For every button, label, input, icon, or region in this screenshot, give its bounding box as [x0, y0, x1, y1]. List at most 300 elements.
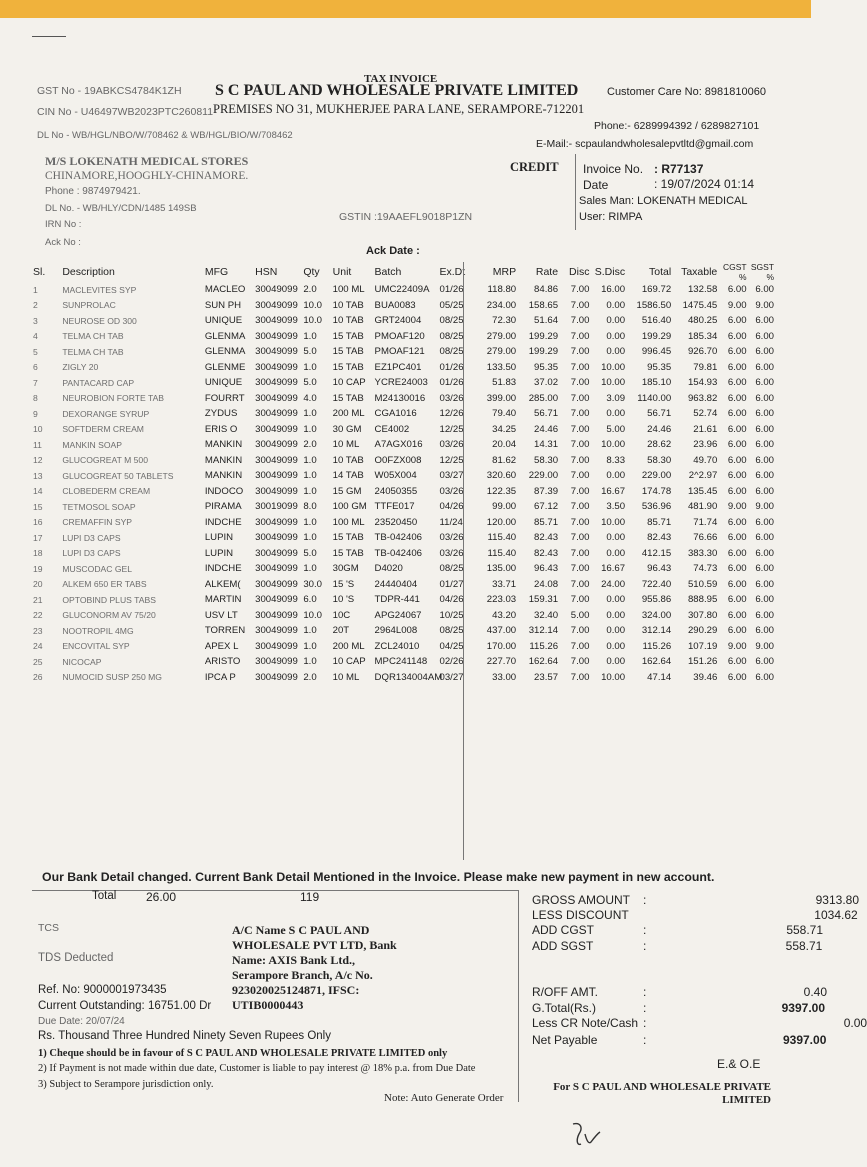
table-cell: 6.00 — [755, 377, 774, 389]
buyer-name: M/S LOKENATH MEDICAL STORES — [45, 154, 249, 168]
table-cell: 30049099 — [255, 377, 298, 389]
table-cell: 5.0 — [303, 547, 317, 559]
table-cell: 10.0 — [303, 315, 322, 327]
table-cell: 6.00 — [755, 392, 774, 404]
table-cell: 34.25 — [492, 423, 517, 435]
table-cell: 6.0 — [303, 594, 317, 606]
table-cell: 12 — [33, 455, 43, 466]
table-row — [32, 639, 776, 655]
table-cell: 24440404 — [374, 578, 418, 590]
table-cell: 185.10 — [641, 377, 672, 389]
eoe: E.& O.E — [717, 1057, 761, 1071]
table-cell: 6.00 — [755, 656, 774, 668]
table-cell: 20T — [332, 625, 350, 637]
table-cell: 85.71 — [534, 516, 559, 528]
table-cell: 10/25 — [439, 609, 464, 621]
total-row-value: 9397.00 — [781, 1001, 826, 1015]
table-cell: 2^2.97 — [688, 470, 718, 482]
table-header-row — [32, 262, 776, 282]
table-cell: MUSCODAC GEL — [62, 563, 133, 574]
table-cell: 30019099 — [255, 501, 298, 513]
table-cell: 234.00 — [486, 299, 517, 311]
term-1: 1) Cheque should be in favour of S C PAUL AND WHOLESALE PRIVATE LIMITED only — [38, 1048, 448, 1059]
table-cell: 23 — [33, 625, 43, 636]
table-cell: 37.02 — [534, 377, 559, 389]
table-cell: 74.73 — [693, 563, 718, 575]
table-cell: TB-042406 — [374, 547, 423, 559]
table-cell: 30049099 — [255, 346, 298, 358]
table-cell: LUPI D3 CAPS — [62, 532, 121, 543]
table-cell: 1.0 — [303, 625, 317, 637]
table-row — [32, 623, 776, 639]
table-cell: 481.90 — [687, 501, 718, 513]
table-row — [32, 515, 776, 531]
table-cell: 151.26 — [687, 656, 718, 668]
table-cell: FOURRT — [204, 392, 245, 404]
invoice-label: Invoice No. — [583, 162, 644, 176]
table-cell: 100 ML — [332, 284, 365, 296]
table-cell: 26 — [33, 672, 43, 683]
table-cell: 169.72 — [641, 284, 672, 296]
table-cell: 1 — [33, 284, 38, 295]
table-cell: 13 — [33, 470, 43, 481]
table-cell: 30GM — [332, 563, 359, 575]
table-cell: 1586.50 — [636, 299, 672, 311]
col-header: SGST % — [750, 262, 774, 282]
table-cell: 1.0 — [303, 361, 317, 373]
table-cell: 7.00 — [570, 377, 590, 389]
table-cell: 15 GM — [332, 485, 362, 497]
table-cell: NEUROBION FORTE TAB — [62, 393, 165, 404]
table-cell: 30049099 — [255, 439, 298, 451]
total-row-value: 558.71 — [786, 923, 824, 937]
table-row — [32, 313, 776, 329]
total-row-label: ADD SGST — [532, 939, 594, 953]
table-cell: 7.00 — [570, 408, 590, 420]
table-row — [32, 654, 776, 670]
total-label: Total — [92, 890, 117, 902]
table-cell: 03/27 — [439, 470, 464, 482]
table-cell: 6.00 — [727, 671, 747, 683]
table-cell: 01/26 — [439, 361, 464, 373]
table-cell: MACLEO — [204, 284, 246, 296]
table-cell: 0.00 — [606, 346, 626, 358]
table-cell: GLUCONORM AV 75/20 — [62, 610, 156, 621]
table-cell: 7.00 — [570, 594, 590, 606]
total-row-value: 1034.62 — [814, 908, 858, 922]
table-cell: 15 TAB — [332, 361, 364, 373]
table-cell: 30049099 — [255, 315, 298, 327]
table-cell: GLUCOGREAT 50 TABLETS — [62, 470, 174, 481]
total-row-value: 9397.00 — [782, 1033, 827, 1047]
table-cell: 10C — [332, 609, 351, 621]
table-cell: 11 — [33, 439, 42, 450]
term-2: 2) If Payment is not made within due date, Customer is liable to pay interest @ 18% p.a. from Due Date — [38, 1063, 476, 1074]
buyer-address: CHINAMORE,HOOGHLY-CHINAMORE. — [45, 170, 249, 182]
table-cell: 154.93 — [687, 377, 718, 389]
table-cell: 1.0 — [303, 656, 317, 668]
table-cell: 1140.00 — [637, 392, 672, 404]
table-cell: 21.61 — [693, 423, 718, 435]
table-cell: 2 — [33, 300, 38, 311]
table-cell: 107.19 — [687, 640, 718, 652]
table-cell: 30049099 — [255, 640, 298, 652]
table-cell: 3 — [33, 315, 38, 326]
table-cell: USV LT — [204, 609, 238, 621]
table-cell: 6 — [33, 362, 38, 373]
table-cell: 10.00 — [601, 671, 626, 683]
table-cell: 6.00 — [755, 361, 774, 373]
table-cell: 229.00 — [528, 470, 559, 482]
table-cell: 7.00 — [570, 625, 590, 637]
invoice-number: : R77137 — [654, 162, 704, 176]
table-cell: 03/26 — [439, 392, 464, 404]
table-cell: 30049099 — [255, 609, 298, 621]
table-cell: 0.00 — [606, 609, 626, 621]
table-row — [32, 282, 776, 298]
table-cell: 14 TAB — [332, 470, 364, 482]
total-row-label: G.Total(Rs.) — [532, 1001, 597, 1015]
table-cell: M24130016 — [374, 392, 426, 404]
table-cell: 6.00 — [755, 423, 774, 435]
table-cell: 30049099 — [255, 594, 298, 606]
table-cell: 7.00 — [570, 439, 590, 451]
table-cell: 7.00 — [570, 563, 590, 575]
table-cell: 132.58 — [687, 284, 718, 296]
table-cell: 20.04 — [492, 439, 517, 451]
table-cell: 30049099 — [255, 423, 298, 435]
table-row — [32, 499, 776, 515]
table-cell: 10 CAP — [332, 377, 366, 389]
table-cell: 170.00 — [486, 640, 517, 652]
table-cell: 10 TAB — [332, 299, 364, 311]
table-cell: 11/24 — [439, 516, 463, 528]
table-cell: 25 — [33, 656, 43, 667]
table-cell: 1.0 — [303, 516, 317, 528]
irn-number: IRN No : — [45, 219, 82, 230]
table-cell: PMOAF121 — [374, 346, 425, 358]
table-cell: 58.30 — [534, 454, 559, 466]
col-header: Disc — [569, 266, 590, 278]
table-cell: 0.00 — [606, 532, 626, 544]
table-cell: TETMOSOL SOAP — [62, 501, 136, 512]
table-cell: 6.00 — [727, 377, 747, 389]
ack-date: Ack Date : — [366, 245, 420, 257]
table-row — [32, 530, 776, 546]
table-row — [32, 422, 776, 438]
col-header: Description — [62, 266, 115, 278]
table-cell: 6.00 — [755, 330, 774, 342]
table-cell: 30049099 — [255, 625, 298, 637]
table-cell: 963.82 — [687, 392, 718, 404]
table-cell: MANKIN SOAP — [62, 439, 123, 450]
col-header: MFG — [204, 266, 229, 278]
table-cell: 30049099 — [255, 578, 298, 590]
table-row — [32, 329, 776, 345]
table-row — [32, 298, 776, 314]
table-cell: IPCA P — [204, 671, 236, 683]
table-cell: 6.00 — [727, 315, 747, 327]
table-cell: NEUROSE OD 300 — [62, 315, 137, 326]
table-cell: 84.86 — [534, 284, 559, 296]
table-cell: 82.43 — [534, 547, 559, 559]
table-cell: 04/26 — [439, 594, 464, 606]
payment-mode: CREDIT — [510, 160, 559, 174]
table-cell: 85.71 — [647, 516, 672, 528]
table-cell: 30049099 — [255, 485, 298, 497]
table-cell: 0.00 — [606, 315, 626, 327]
table-cell: 162.64 — [641, 656, 672, 668]
table-cell: 51.64 — [534, 315, 559, 327]
table-cell: 996.45 — [641, 346, 672, 358]
table-cell: 7.00 — [570, 516, 590, 528]
top-color-band — [0, 0, 811, 18]
bank-notice: Our Bank Detail changed. Current Bank Detail Mentioned in the Invoice. Please make new payment in new account. — [42, 870, 715, 884]
table-cell: 7.00 — [570, 330, 590, 342]
table-cell: 95.35 — [647, 361, 672, 373]
table-cell: 05/25 — [439, 299, 464, 311]
table-cell: 120.00 — [486, 516, 517, 528]
table-cell: 10 ML — [332, 671, 360, 683]
table-cell: 324.00 — [641, 609, 672, 621]
table-cell: INDCHE — [204, 516, 242, 528]
salesman: Sales Man: LOKENATH MEDICAL — [579, 195, 748, 207]
company-phone: Phone:- 6289994392 / 6289827101 — [594, 120, 760, 132]
table-cell: UMC22409A — [374, 284, 430, 296]
table-cell: 02/26 — [439, 656, 464, 668]
table-cell: 10 TAB — [332, 454, 364, 466]
table-divider — [463, 262, 464, 860]
table-cell: 30049099 — [255, 656, 298, 668]
margin-mark — [32, 36, 66, 37]
col-header: CGST % — [722, 262, 747, 282]
amount-in-words: Rs. Thousand Three Hundred Ninety Seven Rupees Only — [38, 1030, 331, 1042]
table-cell: 7.00 — [570, 284, 590, 296]
table-cell: A7AGX016 — [374, 439, 423, 451]
table-cell: 6.00 — [727, 485, 747, 497]
table-cell: 30049099 — [255, 547, 298, 559]
table-cell: OPTOBIND PLUS TABS — [62, 594, 156, 605]
table-cell: 115.40 — [487, 532, 517, 544]
table-cell: 510.59 — [687, 578, 718, 590]
table-cell: 23.57 — [534, 671, 559, 683]
table-cell: D4020 — [374, 563, 403, 575]
tcs-label: TCS — [38, 922, 59, 934]
table-cell: 87.39 — [534, 485, 559, 497]
table-cell: 285.00 — [528, 392, 559, 404]
table-row — [32, 577, 776, 593]
table-cell: 955.86 — [641, 594, 672, 606]
table-cell: 10.00 — [601, 439, 626, 451]
table-cell: 6.00 — [727, 594, 747, 606]
table-cell: 6.00 — [727, 656, 747, 668]
table-cell: 03/27 — [439, 671, 464, 683]
table-cell: PMOAF120 — [374, 330, 425, 342]
col-header: MRP — [492, 266, 517, 278]
table-cell: 9.00 — [755, 501, 774, 513]
table-cell: 96.43 — [534, 563, 559, 575]
table-cell: 7.00 — [570, 299, 590, 311]
table-cell: 200 ML — [332, 640, 365, 652]
table-cell: 6.00 — [755, 594, 774, 606]
table-cell: 01/27 — [439, 578, 464, 590]
table-cell: 14 — [33, 486, 43, 497]
table-cell: INDOCO — [204, 485, 244, 497]
auto-generate-note: Note: Auto Generate Order — [384, 1092, 504, 1104]
total-row-label: LESS DISCOUNT — [532, 908, 629, 922]
table-cell: 82.43 — [647, 532, 672, 544]
table-cell: 15 TAB — [332, 392, 364, 404]
table-cell: ZCL24010 — [374, 640, 420, 652]
table-cell: 30049099 — [255, 470, 298, 482]
table-cell: 72.30 — [492, 315, 517, 327]
table-cell: 12/25 — [439, 423, 464, 435]
table-cell: 7.00 — [570, 671, 590, 683]
table-cell: 135.00 — [486, 563, 517, 575]
total-row-label: GROSS AMOUNT — [532, 893, 631, 907]
table-cell: 9 — [33, 408, 38, 419]
table-cell: 6.00 — [727, 516, 747, 528]
table-cell: APEX L — [204, 640, 239, 652]
table-cell: 6.00 — [727, 532, 747, 544]
table-cell: 6.00 — [755, 284, 774, 296]
table-cell: 6.00 — [727, 563, 747, 575]
table-cell: 15 'S — [332, 578, 355, 590]
table-cell: 3.50 — [606, 501, 626, 513]
table-cell: 6.00 — [755, 625, 774, 637]
table-cell: 56.71 — [647, 408, 672, 420]
table-cell: 32.40 — [534, 609, 559, 621]
total-qty: 26.00 — [146, 890, 177, 904]
table-cell: 7.00 — [570, 315, 590, 327]
table-cell: 6.00 — [727, 547, 747, 559]
table-cell: 82.43 — [534, 532, 559, 544]
table-cell: 6.00 — [727, 578, 747, 590]
table-cell: 5.00 — [606, 423, 626, 435]
customer-care: Customer Care No: 8981810060 — [607, 86, 766, 98]
table-cell: 279.00 — [486, 346, 517, 358]
table-cell: 516.40 — [641, 315, 672, 327]
table-cell: 7.00 — [570, 423, 590, 435]
table-cell: 12/26 — [439, 408, 464, 420]
table-cell: YCRE24003 — [374, 377, 428, 389]
table-cell: 122.35 — [486, 485, 517, 497]
table-cell: 312.14 — [528, 625, 559, 637]
table-cell: 5 — [33, 346, 38, 357]
table-cell: 133.50 — [486, 361, 517, 373]
table-cell: 6.00 — [755, 563, 774, 575]
table-cell: LUPI D3 CAPS — [62, 548, 121, 559]
table-row — [32, 546, 776, 562]
table-cell: 08/25 — [439, 346, 464, 358]
table-cell: 7.00 — [570, 578, 590, 590]
table-cell: 8.0 — [303, 501, 317, 513]
table-cell: TELMA CH TAB — [62, 331, 124, 342]
table-cell: 383.30 — [687, 547, 718, 559]
table-cell: 24.08 — [534, 578, 559, 590]
table-cell: 1.0 — [303, 408, 317, 420]
table-cell: CLOBEDERM CREAM — [62, 486, 151, 497]
table-cell: 33.71 — [492, 578, 517, 590]
table-cell: 7.00 — [570, 361, 590, 373]
table-cell: 6.00 — [727, 609, 747, 621]
table-cell: 5.0 — [303, 346, 317, 358]
table-cell: 18 — [33, 548, 43, 559]
table-cell: 8 — [33, 393, 38, 404]
table-cell: 01/26 — [439, 377, 464, 389]
table-cell: 24.00 — [601, 578, 626, 590]
table-cell: ZIGLY 20 — [62, 362, 99, 373]
table-cell: 30049099 — [255, 408, 298, 420]
table-cell: 10 'S — [332, 594, 355, 606]
table-cell: 2.0 — [303, 439, 317, 451]
table-cell: 174.78 — [641, 485, 672, 497]
table-cell: LUPIN — [204, 547, 234, 559]
ref-number: Ref. No: 9000001973435 — [38, 984, 167, 996]
table-cell: 158.65 — [528, 299, 559, 311]
table-cell: DEXORANGE SYRUP — [62, 408, 150, 419]
table-cell: 7 — [33, 377, 38, 388]
table-cell: 320.60 — [486, 470, 517, 482]
table-cell: 1475.45 — [682, 299, 718, 311]
table-cell: 0.00 — [606, 547, 626, 559]
term-3: 3) Subject to Serampore jurisdiction only. — [38, 1079, 214, 1090]
table-cell: 307.80 — [687, 609, 718, 621]
table-cell: CE4002 — [374, 423, 410, 435]
ack-number: Ack No : — [45, 237, 81, 248]
table-cell: 10 — [33, 424, 43, 435]
table-cell: 0.00 — [606, 470, 626, 482]
table-cell: 7.00 — [570, 454, 590, 466]
table-cell: MANKIN — [204, 439, 243, 451]
table-cell: 15 TAB — [332, 532, 364, 544]
table-cell: 6.00 — [755, 547, 774, 559]
table-cell: 199.29 — [641, 330, 672, 342]
table-cell: 290.29 — [687, 625, 718, 637]
table-cell: TB-042406 — [374, 532, 423, 544]
table-cell: 5.0 — [303, 377, 317, 389]
table-cell: 0.00 — [606, 408, 626, 420]
table-cell: 7.00 — [570, 547, 590, 559]
table-cell: SUNPROLAC — [62, 300, 116, 311]
company-name: S C PAUL AND WHOLESALE PRIVATE LIMITED — [215, 82, 579, 99]
table-cell: MANKIN — [204, 454, 243, 466]
table-cell: 81.62 — [492, 454, 517, 466]
table-cell: 10.0 — [303, 299, 322, 311]
table-cell: ALKEM 650 ER TABS — [62, 579, 147, 590]
table-cell: 162.64 — [528, 656, 559, 668]
table-cell: 2.0 — [303, 284, 317, 296]
table-cell: 7.00 — [570, 485, 590, 497]
table-cell: 39.46 — [693, 671, 718, 683]
table-cell: MPC241148 — [374, 656, 428, 668]
table-cell: UNIQUE — [204, 315, 243, 327]
table-cell: 71.74 — [693, 516, 718, 528]
col-header: S.Disc — [594, 266, 626, 278]
col-header: Total — [649, 266, 672, 278]
table-cell: 24050355 — [374, 485, 418, 497]
table-cell: 5.00 — [570, 609, 590, 621]
table-cell: 16.67 — [601, 485, 626, 497]
table-cell: 15 TAB — [332, 330, 364, 342]
tds-label: TDS Deducted — [38, 952, 114, 964]
table-cell: 6.00 — [755, 470, 774, 482]
table-cell: 412.15 — [641, 547, 672, 559]
current-outstanding: Current Outstanding: 16751.00 Dr — [38, 1000, 212, 1012]
table-cell: 76.66 — [693, 532, 718, 544]
table-cell: MARTIN — [204, 594, 242, 606]
table-cell: 10 ML — [332, 439, 360, 451]
